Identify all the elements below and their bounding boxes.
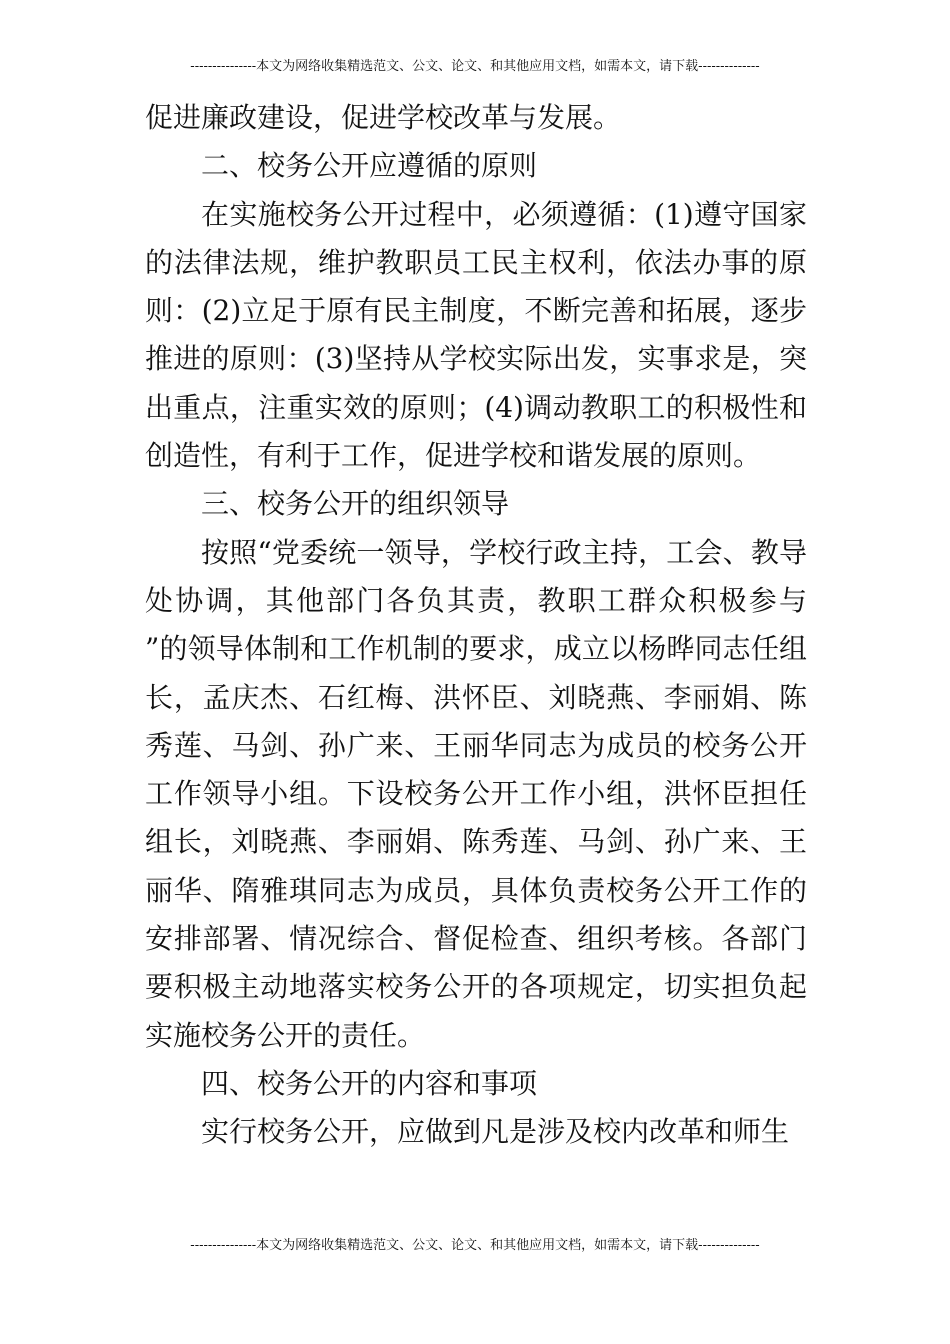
section-heading-content: 四、校务公开的内容和事项	[201, 1066, 538, 1100]
paragraph-continuation: 促进廉政建设，促进学校改革与发展。	[145, 101, 622, 134]
document-body	[145, 94, 807, 1157]
header-note: ---------------本文为网络收集精选范文、公文、论文、和其他应用文档，如需本文，请下载--------------	[190, 59, 760, 74]
section-heading-principles: 二、校务公开应遵循的原则	[201, 149, 538, 183]
paragraph-content: 实行校务公开，应做到凡是涉及校内改革和师生	[201, 1115, 790, 1149]
paragraph-principles: 在实施校务公开过程中，必须遵循：(1)遵守国家的法律法规，维护教职员工民主权利，依法办事的原则：(2)立足于原有民主制度，不断完善和拓展，逐步推进的原则：(3)坚持从学校实际出发，实事求是，突出重点，注重实效的原则；(4)调动教职工的积极性和创造性，有利于工作，促进学校和谐发展的原则。	[145, 197, 807, 473]
section-heading-organization: 三、校务公开的组织领导	[201, 487, 510, 521]
footer-note: ---------------本文为网络收集精选范文、公文、论文、和其他应用文档，如需本文，请下载--------------	[190, 1238, 760, 1253]
paragraph-organization: 按照“党委统一领导，学校行政主持，工会、教导处协调，其他部门各负其责，教职工群众积极参与 ”的领导体制和工作机制的要求，成立以杨晔同志任组长，孟庆杰、石红梅、洪怀臣、刘晓燕、李丽娟、陈秀莲、马剑、孙广来、王丽华同志为成员的校务公开工作领导小组。下设校务公开工作小组，洪怀臣担任组长，刘晓燕、李丽娟、陈秀莲、马剑、孙广来、王丽华、隋雅琪同志为成员，具体负责校务公开工作的安排部署、情况综合、督促检查、组织考核。各部门要积极主动地落实校务公开的各项规定，切实担负起实施校务公开的责任。	[145, 535, 807, 1052]
